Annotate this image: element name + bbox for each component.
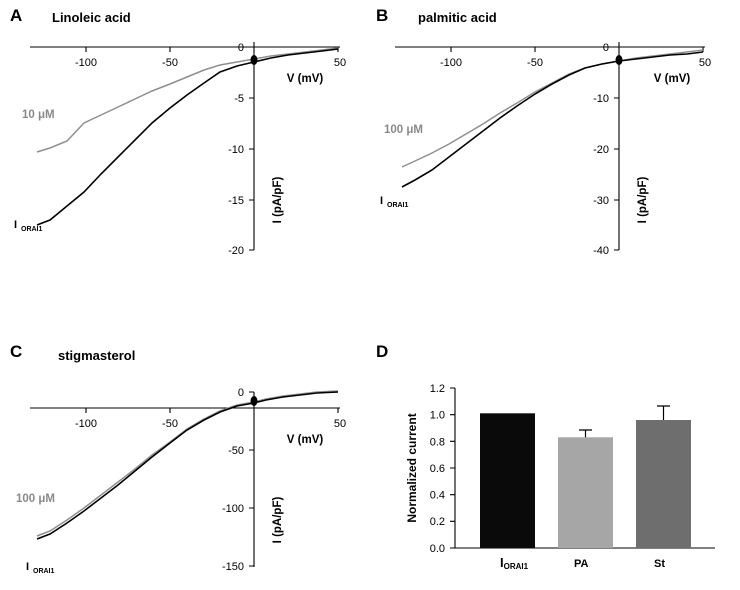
panel-d-cat-st: St (654, 558, 665, 570)
panel-b-ytick--30: -30 (593, 195, 609, 207)
panel-b-trace-label: I (380, 195, 384, 207)
bar-st (636, 420, 691, 548)
panel-c-trace-label: I (26, 561, 30, 573)
panel-c-xtick-50: 50 (333, 418, 347, 430)
panel-a-xtick--50: -50 (162, 57, 178, 69)
panel-c-xlabel: V (mV) (286, 434, 324, 446)
panel-d-ylabel: Normalized current (405, 413, 419, 523)
panel-c (0, 330, 370, 590)
panel-a-xtick--100: -100 (74, 57, 98, 69)
panel-d-ytick-0.8: 0.8 (429, 436, 445, 449)
panel-b-xtick--50: -50 (527, 57, 543, 69)
panel-c-xtick--100: -100 (74, 418, 98, 430)
panel-b-trace-label-sub: ORAI1 (387, 202, 409, 209)
panel-b-ylabel: I (pA/pF) (637, 176, 649, 224)
panel-a-ytick--20: -20 (228, 245, 244, 257)
panel-a-ylabel: I (pA/pF) (272, 176, 284, 224)
panel-d-ytick-1.2: 1.2 (429, 383, 445, 395)
panel-d-letter: D (376, 342, 389, 361)
panel-d-ytick-1.0: 1.0 (429, 409, 445, 422)
panel-a-reversal-marker (251, 55, 258, 65)
panel-a-plot (0, 0, 370, 295)
errorbar-pa (579, 430, 592, 437)
panel-c-ytick--150: -150 (221, 561, 244, 573)
panel-a-ytick--5: -5 (234, 93, 244, 105)
panel-b-xtick--100: -100 (439, 57, 463, 69)
panel-c-plot (0, 330, 370, 590)
errorbar-st (657, 406, 670, 420)
panel-d-plot (370, 330, 740, 590)
panel-a-ytick--10: -10 (228, 144, 244, 156)
panel-a-ytick--15: -15 (228, 195, 244, 207)
panel-a-letter: A (10, 6, 23, 25)
panel-c-xtick--50: -50 (162, 418, 178, 430)
panel-c-reversal-marker (251, 396, 258, 406)
panel-b-conc-label: 100 μM (384, 124, 423, 136)
panel-a-trace-label: I (14, 219, 18, 231)
panel-a-trace-label-sub: ORAI1 (21, 226, 43, 233)
panel-a-xlabel: V (mV) (286, 73, 324, 85)
panel-c-ytick--100: -100 (221, 503, 244, 515)
panel-c-trace-black (37, 392, 338, 539)
panel-b-ytick-0: 0 (602, 42, 609, 54)
panel-d-ytick-0.6: 0.6 (429, 463, 445, 475)
panel-d-ytick-0.4: 0.4 (429, 489, 445, 502)
panel-c-trace-gray (37, 391, 338, 536)
panel-a-conc-label: 10 μM (22, 109, 55, 121)
panel-a (0, 0, 370, 295)
panel-a-xtick-50: 50 (333, 57, 347, 69)
panel-c-trace-label-sub: ORAI1 (33, 568, 55, 575)
panel-b-plot (370, 0, 740, 295)
panel-a-ytick-0: 0 (237, 42, 244, 54)
panel-d-ytick-0.2: 0.2 (429, 516, 445, 528)
panel-b-xtick-50: 50 (698, 57, 712, 69)
panel-c-ylabel: I (pA/pF) (272, 496, 284, 544)
panel-b-ytick--10: -10 (593, 93, 609, 105)
panel-b-ytick--40: -40 (593, 245, 609, 257)
panel-d-cat-iorai1: IORAI1 (500, 555, 529, 571)
panel-c-title: stigmasterol (58, 348, 136, 363)
panel-b-letter: B (376, 6, 389, 25)
bar-iorai1 (480, 413, 535, 548)
panel-d-ytick-0.0: 0.0 (429, 543, 445, 555)
panel-b-xlabel: V (mV) (653, 73, 691, 85)
panel-c-conc-label: 100 μM (16, 493, 55, 505)
panel-c-ytick-0: 0 (237, 387, 244, 399)
panel-c-letter: C (10, 342, 23, 361)
bar-pa (558, 437, 613, 548)
panel-b-reversal-marker (616, 55, 623, 65)
panel-b-ytick--20: -20 (593, 144, 609, 156)
panel-a-title: Linoleic acid (52, 10, 131, 25)
panel-c-ytick--50: -50 (228, 445, 244, 457)
panel-d-cat-pa: PA (574, 558, 589, 570)
panel-b (370, 0, 740, 295)
panel-d (370, 330, 740, 590)
panel-b-title: palmitic acid (418, 10, 497, 25)
